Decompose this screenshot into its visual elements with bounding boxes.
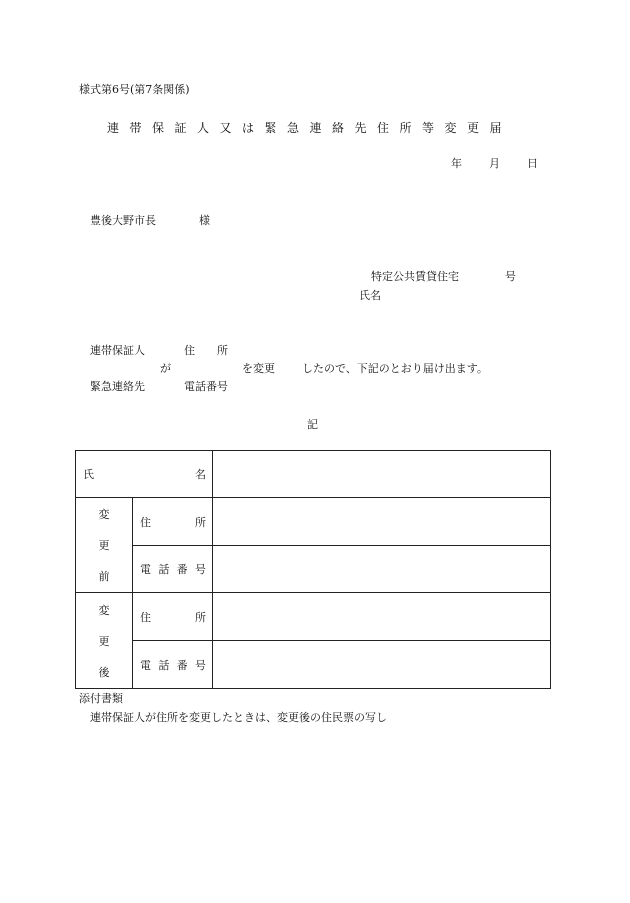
- statement-emergency: 緊急連絡先: [90, 380, 145, 393]
- attachments-item: 連帯保証人が住所を変更したときは、変更後の住民票の写し: [90, 711, 387, 724]
- statement-rest: したので、下記のとおり届け出ます。: [302, 362, 488, 375]
- after-phone-input[interactable]: [213, 641, 551, 689]
- name-input-cell[interactable]: [213, 451, 551, 498]
- addressee-honorific: 様: [199, 214, 210, 227]
- after-address-label: 住 所: [133, 593, 213, 641]
- statement-phone: 電話番号: [184, 380, 228, 393]
- housing-number-suffix: 号: [505, 270, 516, 283]
- after-phone-label: 電 話 番 号: [133, 641, 213, 689]
- after-address-input[interactable]: [213, 593, 551, 641]
- before-address-input[interactable]: [213, 498, 551, 546]
- statement-ga: が: [160, 362, 171, 375]
- applicant-name-label: 氏名: [359, 289, 381, 302]
- date-month: 月: [489, 157, 500, 170]
- applicant-housing: [371, 268, 516, 284]
- addressee: [90, 212, 210, 228]
- before-label-cell: 変 更 前: [76, 498, 133, 593]
- statement-changed: を変更: [242, 362, 275, 375]
- statement-guarantor: 連帯保証人: [90, 344, 145, 357]
- form-number: 様式第6号(第7条関係): [79, 83, 190, 96]
- document-title: 連帯保証人又は緊急連絡先住所等変更届: [107, 121, 513, 135]
- date-year: 年: [451, 157, 462, 170]
- statement-address: 住 所: [184, 344, 228, 357]
- change-form-table: [75, 450, 551, 689]
- addressee-name: 豊後大野市長: [90, 214, 156, 227]
- before-phone-input[interactable]: [213, 546, 551, 593]
- before-address-label: 住 所: [133, 498, 213, 546]
- date-line: [451, 155, 538, 171]
- date-day: 日: [527, 157, 538, 170]
- after-label-cell: 変 更 後: [76, 593, 133, 689]
- housing-label: 特定公共賃貸住宅: [371, 270, 459, 283]
- ki-label: 記: [307, 418, 318, 431]
- attachments-heading: 添付書類: [79, 692, 123, 705]
- name-label-cell: 氏 名: [76, 451, 213, 498]
- before-phone-label: 電 話 番 号: [133, 546, 213, 593]
